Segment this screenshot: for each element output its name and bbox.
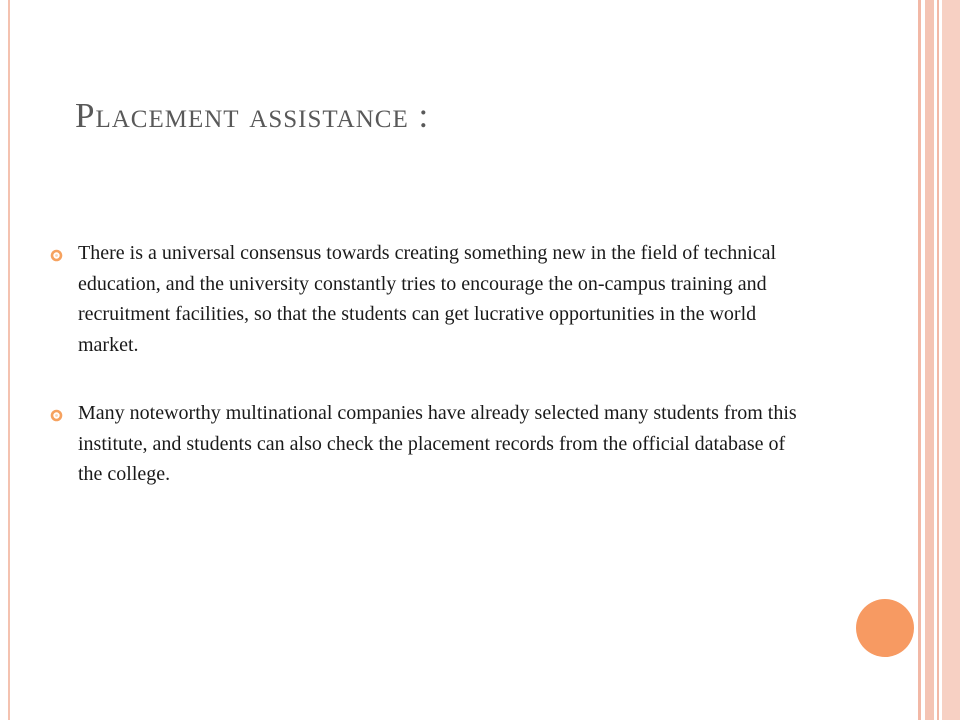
left-border-line	[8, 0, 10, 720]
bullet-text: Many noteworthy multinational companies have already selected many students from this institute, and students can also check the placement records from the official database of the college.	[78, 402, 797, 485]
right-decorative-stripes	[918, 0, 960, 720]
bullet-list	[50, 238, 810, 528]
ring-bullet-icon	[50, 409, 63, 422]
bullet-item	[50, 398, 810, 490]
bullet-item	[50, 238, 810, 360]
ring-bullet-icon	[50, 249, 63, 262]
orange-circle-decoration	[856, 599, 914, 657]
bullet-text: There is a universal consensus towards creating something new in the field of technical education, and the university constantly tries to encourage the on-campus training and recruitment facilities, so that the students can get lucrative opportunities in the world market.	[78, 242, 777, 356]
slide-title: Placement assistance :	[75, 96, 430, 135]
